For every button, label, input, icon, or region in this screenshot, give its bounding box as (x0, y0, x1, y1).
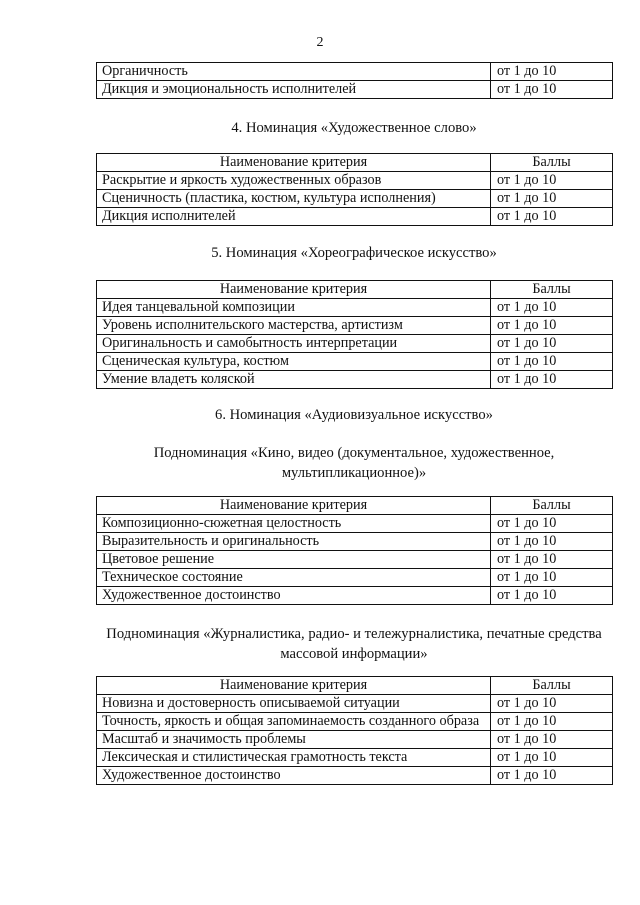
criterion-name: Идея танцевальной композиции (97, 299, 491, 317)
column-header-criterion: Наименование критерия (97, 154, 491, 172)
criterion-score: от 1 до 10 (491, 63, 613, 81)
column-header-criterion: Наименование критерия (97, 497, 491, 515)
criterion-score: от 1 до 10 (491, 749, 613, 767)
table-header-row (97, 497, 613, 515)
criterion-score: от 1 до 10 (491, 533, 613, 551)
table-row (97, 371, 613, 389)
nomination-4-table (96, 153, 613, 226)
criterion-score: от 1 до 10 (491, 515, 613, 533)
criterion-name: Оригинальность и самобытность интерпретации (97, 335, 491, 353)
criterion-score: от 1 до 10 (491, 172, 613, 190)
criterion-score: от 1 до 10 (491, 731, 613, 749)
table-row (97, 587, 613, 605)
table-header-row (97, 154, 613, 172)
column-header-criterion: Наименование критерия (97, 281, 491, 299)
subnomination-film-heading-line: мультипликационное)» (281, 465, 427, 481)
criterion-score: от 1 до 10 (491, 190, 613, 208)
table-row (97, 749, 613, 767)
subnomination-journalism-heading-line: массовой информации» (280, 646, 428, 662)
criterion-name: Новизна и достоверность описываемой ситуации (97, 695, 491, 713)
nomination-6-heading: 6. Номинация «Аудиовизуальное искусство» (215, 407, 493, 423)
criterion-score: от 1 до 10 (491, 587, 613, 605)
criterion-score: от 1 до 10 (491, 713, 613, 731)
table-row (97, 695, 613, 713)
table-row (97, 81, 613, 99)
column-header-score: Баллы (491, 497, 613, 515)
criterion-score: от 1 до 10 (491, 81, 613, 99)
column-header-criterion: Наименование критерия (97, 677, 491, 695)
subnomination-journalism-heading (80, 624, 628, 664)
criterion-name: Цветовое решение (97, 551, 491, 569)
page-number: 2 (316, 35, 324, 50)
criterion-score: от 1 до 10 (491, 569, 613, 587)
criterion-name: Выразительность и оригинальность (97, 533, 491, 551)
table-row (97, 317, 613, 335)
criterion-name: Художественное достоинство (97, 587, 491, 605)
criterion-name: Композиционно-сюжетная целостность (97, 515, 491, 533)
criterion-name: Лексическая и стилистическая грамотность текста (97, 749, 491, 767)
column-header-score: Баллы (491, 281, 613, 299)
criterion-score: от 1 до 10 (491, 299, 613, 317)
criterion-name: Точность, яркость и общая запоминаемость созданного образа (97, 713, 491, 731)
continuation-criteria-table (96, 62, 613, 99)
table-header-row (97, 281, 613, 299)
table-row (97, 515, 613, 533)
nomination-4-heading: 4. Номинация «Художественное слово» (231, 120, 477, 136)
nomination-5-table (96, 280, 613, 389)
subnomination-film-heading-line: Подноминация «Кино, видео (документальное, художественное, (153, 445, 555, 461)
criterion-score: от 1 до 10 (491, 695, 613, 713)
criterion-name: Сценическая культура, костюм (97, 353, 491, 371)
table-header-row (97, 677, 613, 695)
subnomination-journalism-table (96, 676, 613, 785)
subnomination-journalism-heading-line: Подноминация «Журналистика, радио- и тележурналистика, печатные средства (106, 626, 602, 642)
table-row (97, 335, 613, 353)
criterion-score: от 1 до 10 (491, 371, 613, 389)
criterion-score: от 1 до 10 (491, 767, 613, 785)
table-row (97, 533, 613, 551)
table-row (97, 63, 613, 81)
table-row (97, 190, 613, 208)
table-row (97, 551, 613, 569)
table-row (97, 208, 613, 226)
column-header-score: Баллы (491, 154, 613, 172)
criterion-name: Сценичность (пластика, костюм, культура исполнения) (97, 190, 491, 208)
column-header-score: Баллы (491, 677, 613, 695)
criterion-name: Дикция исполнителей (97, 208, 491, 226)
subnomination-film-table (96, 496, 613, 605)
table-row (97, 713, 613, 731)
criterion-name: Раскрытие и яркость художественных образов (97, 172, 491, 190)
criterion-name: Художественное достоинство (97, 767, 491, 785)
criterion-score: от 1 до 10 (491, 208, 613, 226)
subnomination-film-heading (96, 443, 612, 483)
criterion-name: Умение владеть коляской (97, 371, 491, 389)
criterion-name: Дикция и эмоциональность исполнителей (97, 81, 491, 99)
table-row (97, 731, 613, 749)
criterion-score: от 1 до 10 (491, 353, 613, 371)
nomination-5-heading: 5. Номинация «Хореографическое искусство» (211, 245, 497, 261)
criterion-name: Органичность (97, 63, 491, 81)
criterion-score: от 1 до 10 (491, 551, 613, 569)
criterion-name: Уровень исполнительского мастерства, артистизм (97, 317, 491, 335)
criterion-score: от 1 до 10 (491, 335, 613, 353)
criterion-name: Техническое состояние (97, 569, 491, 587)
table-row (97, 767, 613, 785)
criterion-score: от 1 до 10 (491, 317, 613, 335)
table-row (97, 172, 613, 190)
table-row (97, 299, 613, 317)
criterion-name: Масштаб и значимость проблемы (97, 731, 491, 749)
table-row (97, 353, 613, 371)
table-row (97, 569, 613, 587)
